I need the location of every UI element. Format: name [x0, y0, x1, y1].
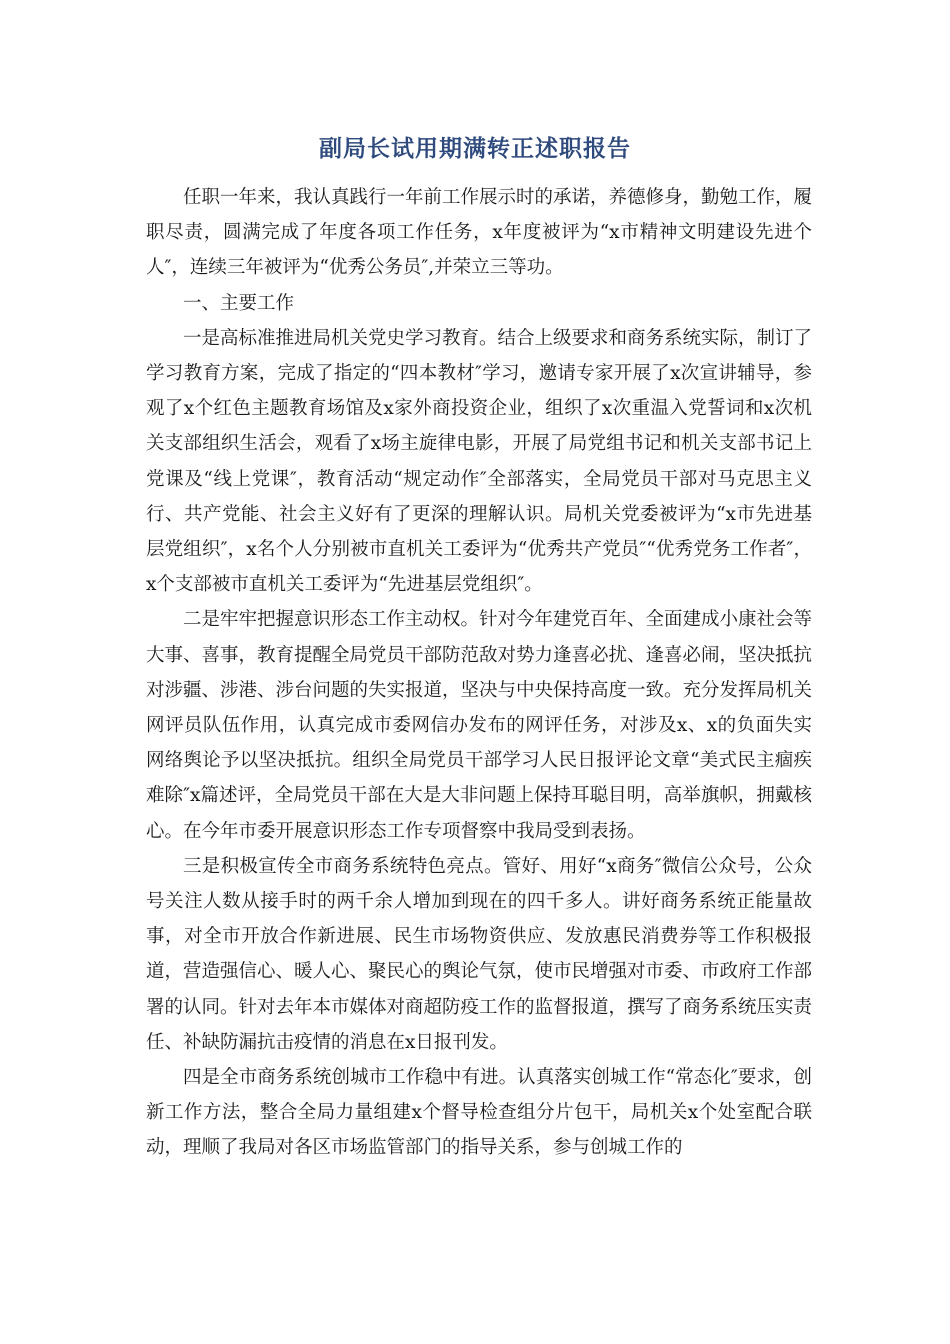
paragraph-ideology: 二是牢牢把握意识形态工作主动权。针对今年建党百年、全面建成小康社会等大事、喜事，教育提醒全局党员干部防范敌对势力逢喜必扰、逢喜必闹，坚决抵抗对涉疆、涉港、涉台问题的失实报道，坚决与中央保持高度一致。充分发挥局机关网评员队伍作用，认真完成市委网信办发布的网评任务，对涉及x、x的负面失实网络舆论予以坚决抵抗。组织全局党员干部学习人民日报评论文章“美式民主痼疾难除″x篇述评，全局党员干部在大是大非问题上保持耳聪目明，高举旗帜，拥戴核心。在今年市委开展意识形态工作专项督察中我局受到表扬。	[146, 609, 813, 842]
document-body	[146, 180, 812, 1166]
paragraph-publicity: 三是积极宣传全市商务系统特色亮点。管好、用好“x商务″微信公众号，公众号关注人数从接手时的两千余人增加到现在的四千多人。讲好商务系统正能量故事，对全市开放合作新进展、民生市场物资供应、发放惠民消费券等工作积极报道，营造强信心、暖人心、聚民心的舆论气氛，使市民增强对市委、市政府工作部署的认同。针对去年本市媒体对商超防疫工作的监督报道，撰写了商务系统压实责任、补缺防漏抗击疫情的消息在x日报刊发。	[146, 855, 813, 1053]
paragraph-intro: 任职一年来，我认真践行一年前工作展示时的承诺，养德修身，勤勉工作，履职尽责，圆满完成了年度各项工作任务，x年度被评为“x市精神文明建设先进个人″，连续三年被评为“优秀公务员″,并荣立三等功。	[146, 187, 813, 279]
paragraph-party-history: 一是高标准推进局机关党史学习教育。结合上级要求和商务系统实际，制订了学习教育方案，完成了指定的“四本教材″学习，邀请专家开展了x次宣讲辅导，参观了x个红色主题教育场馆及x家外商投资企业，组织了x次重温入党誓词和x次机关支部组织生活会，观看了x场主旋律电影，开展了局党组书记和机关支部书记上党课及“线上党课″，教育活动“规定动作″全部落实，全局党员干部对马克思主义行、共产党能、社会主义好有了更深的理解认识。局机关党委被评为“x市先进基层党组织″，x名个人分别被市直机关工委评为“优秀共产党员″“优秀党务工作者″，x个支部被市直机关工委评为“先进基层党组织″。	[146, 327, 813, 596]
paragraph-city-creation: 四是全市商务系统创城市工作稳中有进。认真落实创城工作“常态化″要求，创新工作方法，整合全局力量组建x个督导检查组分片包干，局机关x个处室配合联动，理顺了我局对各区市场监管部门的指导关系，参与创城工作的	[146, 1067, 812, 1159]
document-title: 副局长试用期满转正述职报告	[319, 136, 631, 162]
section-heading: 一、主要工作	[183, 292, 295, 314]
